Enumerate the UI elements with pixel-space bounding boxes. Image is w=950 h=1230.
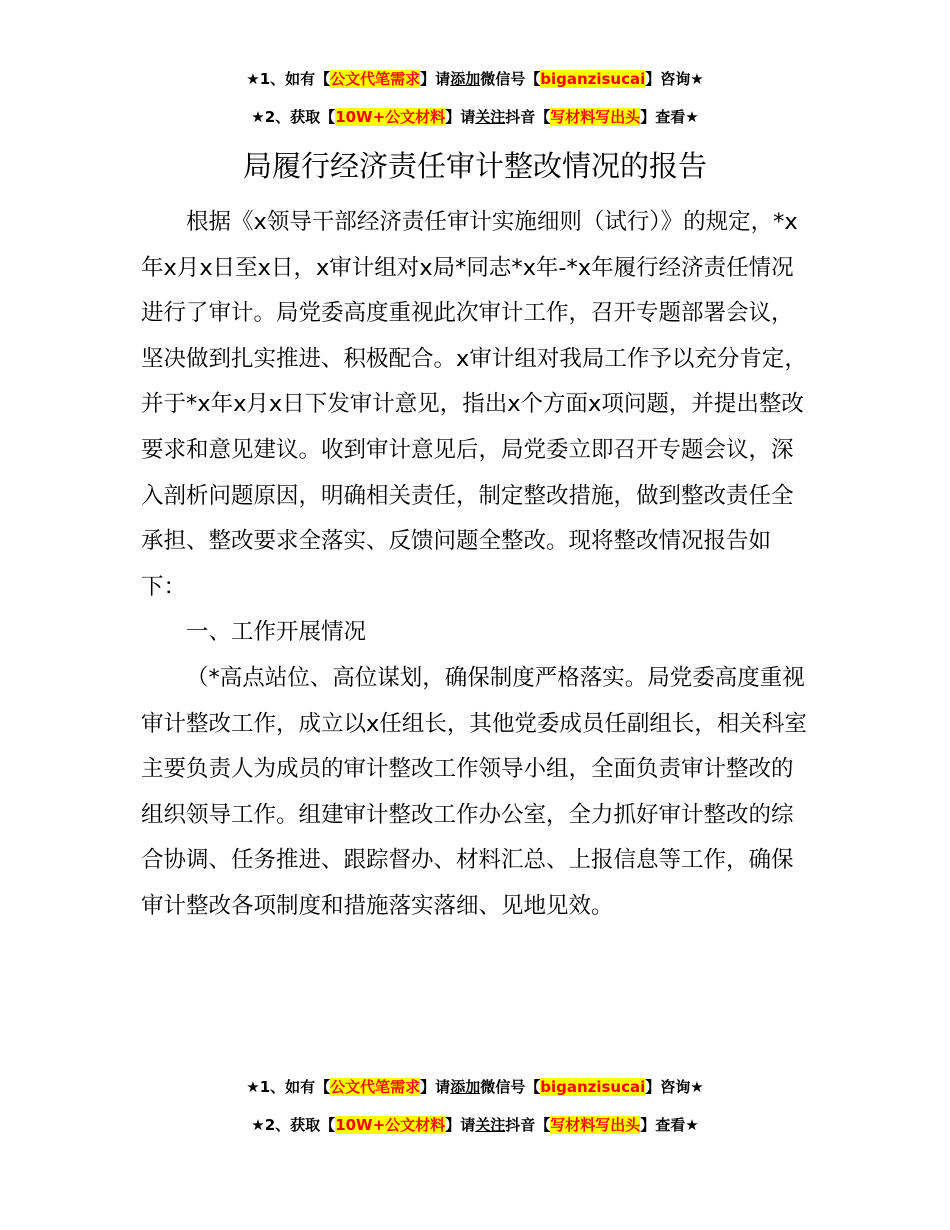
promo-emphasis: 添加 xyxy=(450,70,481,88)
promo-highlight-service: 公文代笔需求 xyxy=(330,70,421,88)
promo-mid: 微信号【 xyxy=(480,1078,541,1096)
promo-highlight-materials: 10W+公文材料 xyxy=(335,1116,446,1134)
promo-mid: 微信号【 xyxy=(480,70,541,88)
promo-suffix: 】查看★ xyxy=(640,108,699,126)
promo-suffix: 】咨询★ xyxy=(645,1078,704,1096)
promo-emphasis: 关注 xyxy=(475,108,506,126)
promo-highlight-wechat-id: biganzisucai xyxy=(540,70,646,88)
promo-highlight-douyin: 写材料写出头 xyxy=(550,108,641,126)
promo-mid: 】请 xyxy=(445,108,476,126)
promo-prefix: ★2、获取【 xyxy=(251,108,336,126)
header-promo-line-1 xyxy=(0,68,950,90)
footer-promo-line-2 xyxy=(0,1114,950,1136)
promo-emphasis: 添加 xyxy=(450,1078,481,1096)
promo-prefix: ★1、如有【 xyxy=(246,70,331,88)
document-body xyxy=(141,200,813,930)
header-promo-line-2 xyxy=(0,106,950,128)
promo-mid: 抖音【 xyxy=(505,108,551,126)
promo-highlight-materials: 10W+公文材料 xyxy=(335,108,446,126)
promo-mid: 】请 xyxy=(420,1078,451,1096)
section-heading: 一、工作开展情况 xyxy=(186,619,367,646)
promo-mid: 】请 xyxy=(445,1116,476,1134)
promo-mid: 抖音【 xyxy=(505,1116,551,1134)
promo-highlight-wechat-id: biganzisucai xyxy=(540,1078,646,1096)
footer-promo-line-1 xyxy=(0,1076,950,1098)
promo-highlight-douyin: 写材料写出头 xyxy=(550,1116,641,1134)
promo-mid: 】请 xyxy=(420,70,451,88)
promo-suffix: 】咨询★ xyxy=(645,70,704,88)
section-paragraph: （*高点站位、高位谋划，确保制度严格落实。局党委高度重视审计整改工作，成立以x任组长，其他党委成员任副组长，相关科室主要负责人为成员的审计整改工作领导小组，全面负责审计整改的组织领导工作。组建审计整改工作办公室，全力抓好审计整改的综合协调、任务推进、跟踪督办、材料汇总、上报信息等工作，确保审计整改各项制度和措施落实落细、见地见效。 xyxy=(141,664,807,919)
promo-prefix: ★2、获取【 xyxy=(251,1116,336,1134)
promo-prefix: ★1、如有【 xyxy=(246,1078,331,1096)
promo-highlight-service: 公文代笔需求 xyxy=(330,1078,421,1096)
promo-suffix: 】查看★ xyxy=(640,1116,699,1134)
intro-paragraph: 根据《x领导干部经济责任审计实施细则（试行）》的规定，*x年x月x日至x日，x审计组对x局*同志*x年-*x年履行经济责任情况进行了审计。局党委高度重视此次审计工作，召开专题部署会议，坚决做到扎实推进、积极配合。x审计组对我局工作予以充分肯定，并于*x年x月x日下发审计意见，指出x个方面x项问题，并提出整改要求和意见建议。收到审计意见后，局党委立即召开专题会议，深入剖析问题原因，明确相关责任，制定整改措施，做到整改责任全承担、整改要求全落实、反馈问题全整改。现将整改情况报告如下： xyxy=(141,209,807,600)
document-title: 局履行经济责任审计整改情况的报告 xyxy=(242,149,707,183)
promo-emphasis: 关注 xyxy=(475,1116,506,1134)
